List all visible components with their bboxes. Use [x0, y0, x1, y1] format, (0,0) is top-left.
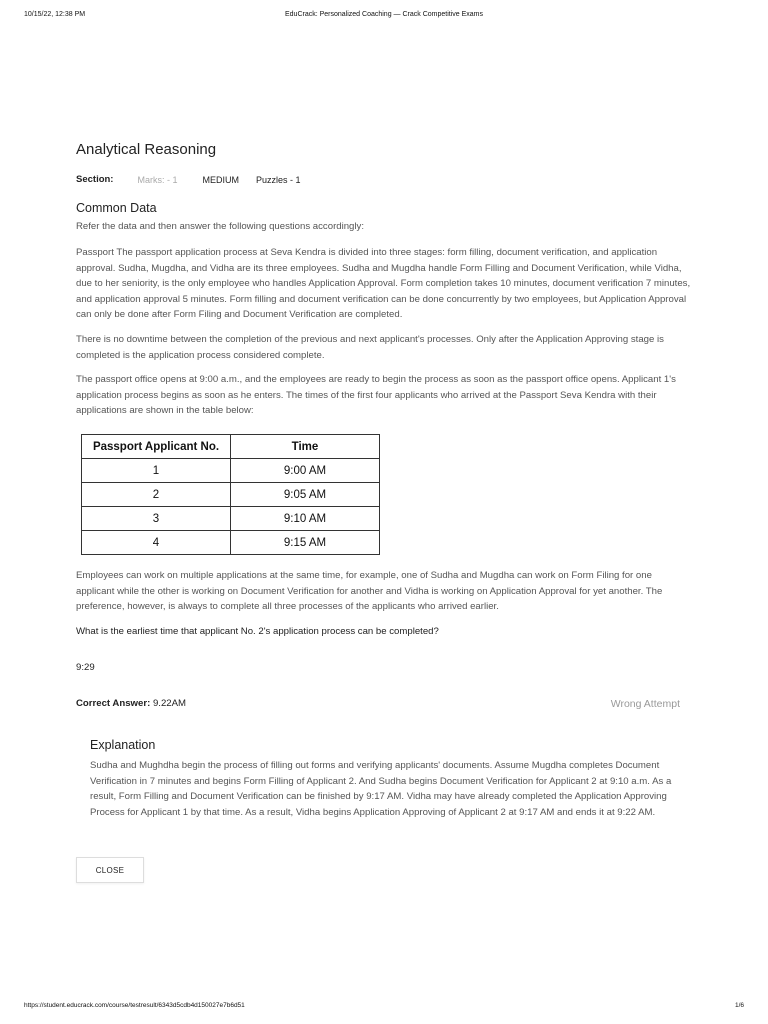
print-url: https://student.educrack.com/course/testresult/6343d5cdb4d150027e7b6d51 — [24, 1002, 245, 1009]
page-title: Analytical Reasoning — [76, 141, 217, 158]
answer-row — [76, 698, 680, 709]
question-text: What is the earliest time that applicant No. 2's application process can be completed? — [76, 626, 439, 637]
correct-answer-value: 9.22AM — [152, 698, 187, 709]
marks-badge: Marks: - 1 — [137, 174, 178, 185]
table-header-row — [82, 435, 380, 459]
table-cell-time: 9:05 AM — [231, 483, 380, 507]
common-data-paragraph: Passport The passport application process at Seva Kendra is divided into three stages: form filling, document verification, and application approval. Sudha, Mugdha, and Vidha are its three employees. Sudha and Mugdha handle Form Filling and Document Verification, while Vidha, due to her seniority, is the only employee who handles Application Approval. Form completion takes 10 minutes, document verification 7 minutes, and application approval 5 minutes. Form filling and document verification can be done concurrently by two employees, but Application Approval can only be done after Form Filing and Document Verification are completed. — [76, 247, 691, 321]
attempt-status: Wrong Attempt — [610, 698, 680, 710]
applicant-times-table — [81, 434, 380, 555]
explanation-heading: Explanation — [90, 738, 156, 752]
table-cell-applicant: 4 — [82, 531, 231, 555]
table-cell-time: 9:10 AM — [231, 507, 380, 531]
table-cell-time: 9:15 AM — [231, 531, 380, 555]
table-cell-applicant: 2 — [82, 483, 231, 507]
print-page-title: EduCrack: Personalized Coaching — Crack Competitive Exams — [284, 11, 484, 18]
table-row — [82, 507, 380, 531]
table-row — [82, 459, 380, 483]
section-info — [76, 174, 301, 185]
correct-answer-label: Correct Answer: — [76, 698, 151, 709]
table-row — [82, 531, 380, 555]
common-data-heading: Common Data — [76, 201, 157, 215]
table-cell-applicant: 3 — [82, 507, 231, 531]
print-page-number: 1/6 — [734, 1002, 744, 1009]
common-data-paragraph: Employees can work on multiple applications at the same time, for example, one of Sudha and Mugdha can work on Form Filing for one applicant while the other is working on Document Verification for another and Vidha is working on Application Approval for yet another. The preference, however, is always to complete all three processes of the applicants who arrived earlier. — [76, 570, 663, 613]
difficulty-badge: MEDIUM — [202, 174, 239, 185]
common-data-paragraph: The passport office opens at 9:00 a.m., and the employees are ready to begin the process as soon as the passport office opens. Applicant 1's application process begins as soon as he enters. The times of the first four applicants who arrived at the Passport Seva Kendra with their applications are shown in the table below: — [76, 374, 676, 417]
table-header-time: Time — [231, 435, 380, 459]
user-answer: 9:29 — [76, 662, 95, 673]
table-row — [82, 483, 380, 507]
explanation-text: Sudha and Mughdha begin the process of filling out forms and verifying applicants' documents. Assume Mugdha completes Document Verification in 7 minutes and begins Form Filling of Applicant 2. And Sudha begins Document Verification for Applicant 2 at 9:10 a.m. As a result, Form Filling and Document Verification can be finished by 9:17 AM. Vidha may have already completed the Application Approving Process for Applicant 1 by that time. As a result, Vidha begins Application Approving of Applicant 2 at 9:17 AM and ends it at 9:22 AM. — [90, 760, 672, 818]
table-cell-time: 9:00 AM — [231, 459, 380, 483]
table-cell-applicant: 1 — [82, 459, 231, 483]
close-button[interactable]: CLOSE — [76, 857, 144, 883]
common-data-intro: Refer the data and then answer the following questions accordingly: — [76, 221, 364, 232]
topic-label: Puzzles - 1 — [256, 174, 301, 185]
section-label: Section: — [76, 174, 114, 185]
common-data-paragraph: There is no downtime between the completion of the previous and next applicant's processes. Only after the Application Approving stage is completed is the application process considered complete. — [76, 334, 664, 361]
print-datetime: 10/15/22, 12:38 PM — [24, 11, 86, 18]
table-header-applicant: Passport Applicant No. — [82, 435, 231, 459]
